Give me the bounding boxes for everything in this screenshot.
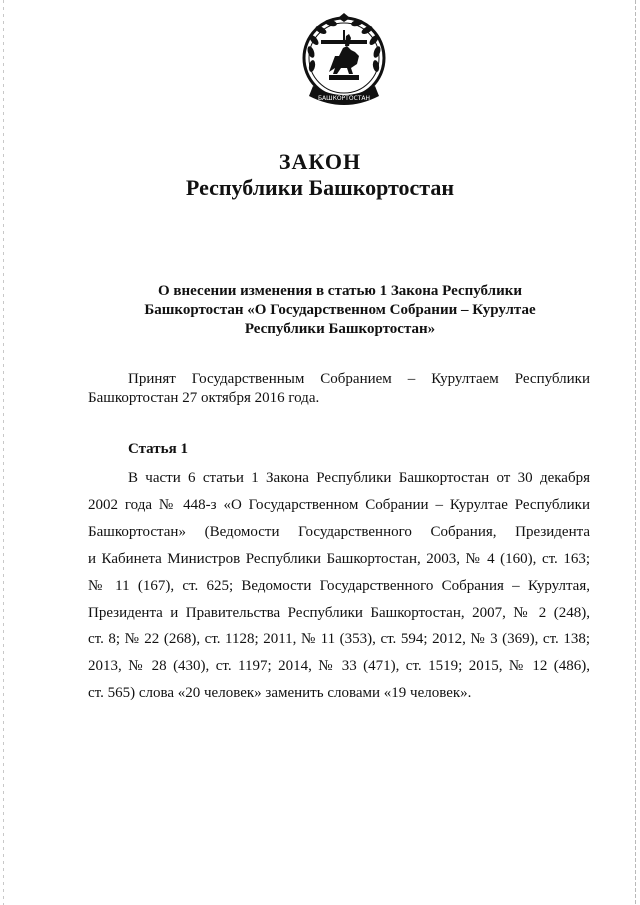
article-line: 2002 года № 448-з «О Государственном Собрании – Курултае Республики bbox=[88, 496, 590, 513]
scan-edge-left bbox=[3, 0, 4, 905]
article-line: ст. 8; № 22 (268), ст. 1128; 2011, № 11 (353), ст. 594; 2012, № 3 (369), ст. 138; bbox=[88, 631, 590, 648]
subject-line: Республики Башкортостан» bbox=[244, 321, 436, 337]
coat-of-arms-icon bbox=[299, 12, 389, 116]
article-line: ст. 565) слова «20 человек» заменить словами «19 человек». bbox=[88, 685, 472, 702]
article-line: № 11 (167), ст. 625; Ведомости Государственного Собрания – Курултая, bbox=[88, 577, 590, 594]
emblem-label: БАШКОРТОСТАН bbox=[317, 95, 371, 102]
subject-line: Башкортостан «О Государственном Собрании – Курултае bbox=[144, 302, 536, 318]
article-line: 2013, № 28 (430), ст. 1197; 2014, № 33 (471), ст. 1519; 2015, № 12 (486), bbox=[88, 658, 590, 675]
adoption-line: Принят Государственным Собранием – Курултаем Республики bbox=[128, 371, 590, 387]
document-title: ЗАКОН bbox=[278, 149, 362, 174]
scan-edge-right bbox=[635, 0, 636, 905]
article-line: Президента и Правительства Республики Башкортостан, 2007, № 2 (248), bbox=[88, 604, 590, 621]
article-line: и Кабинета Министров Республики Башкортостан, 2003, № 4 (160), ст. 163; bbox=[88, 550, 590, 567]
article-heading: Статья 1 bbox=[128, 441, 188, 457]
document-subtitle: Республики Башкортостан bbox=[185, 175, 455, 200]
article-body bbox=[88, 465, 590, 707]
adoption-statement bbox=[88, 370, 590, 408]
article-line: В части 6 статьи 1 Закона Республики Башкортостан от 30 декабря bbox=[128, 470, 590, 486]
adoption-line: Башкортостан 27 октября 2016 года. bbox=[88, 390, 320, 406]
article-line: Башкортостан» (Ведомости Государственного Собрания, Президента bbox=[88, 523, 590, 540]
subject-line: О внесении изменения в статью 1 Закона Республики bbox=[157, 283, 523, 299]
law-subject bbox=[120, 282, 560, 339]
